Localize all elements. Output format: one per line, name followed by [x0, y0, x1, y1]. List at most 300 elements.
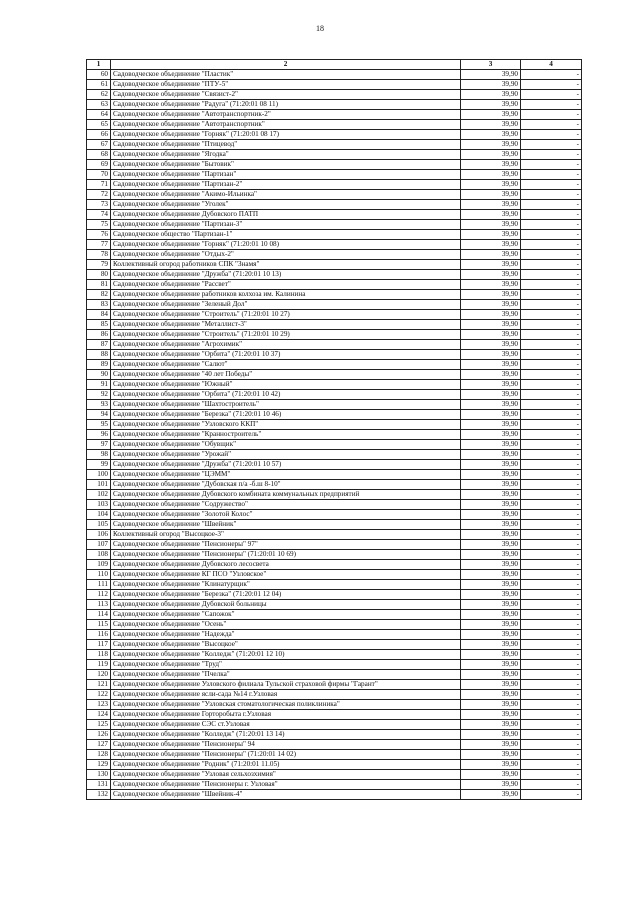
- row-number: 99: [87, 460, 111, 470]
- row-value: 39,90: [461, 420, 521, 430]
- row-name: Садоводческое объединение Дубовского ПАТП: [111, 210, 461, 220]
- row-dash: -: [521, 570, 582, 580]
- table-row: [87, 540, 582, 550]
- table-row: [87, 390, 582, 400]
- row-name: Садоводческое объединение "Узловского ККП": [111, 420, 461, 430]
- table-row: [87, 340, 582, 350]
- row-value: 39,90: [461, 600, 521, 610]
- table-row: [87, 620, 582, 630]
- row-dash: -: [521, 650, 582, 660]
- row-dash: -: [521, 340, 582, 350]
- row-dash: -: [521, 190, 582, 200]
- row-number: 66: [87, 130, 111, 140]
- row-dash: -: [521, 210, 582, 220]
- row-name: Садоводческое объединение "Надежда": [111, 630, 461, 640]
- table-row: [87, 440, 582, 450]
- row-dash: -: [521, 510, 582, 520]
- row-name: Садоводческое объединение "Партизан-3": [111, 220, 461, 230]
- row-name: Садоводческое объединение "Горняк" (71:20:01 10 08): [111, 240, 461, 250]
- row-dash: -: [521, 500, 582, 510]
- row-dash: -: [521, 390, 582, 400]
- row-value: 39,90: [461, 320, 521, 330]
- row-name: Садоводческое объединение "Осень": [111, 620, 461, 630]
- row-value: 39,90: [461, 510, 521, 520]
- table-row: [87, 120, 582, 130]
- row-number: 82: [87, 290, 111, 300]
- row-name: Садоводческое объединение "Автотранспортник-2": [111, 110, 461, 120]
- row-dash: -: [521, 470, 582, 480]
- row-value: 39,90: [461, 780, 521, 790]
- row-number: 64: [87, 110, 111, 120]
- row-value: 39,90: [461, 440, 521, 450]
- row-name: Садоводческое объединение "Строитель" (71:20:01 10 29): [111, 330, 461, 340]
- row-name: Садоводческое объединение "Птицевод": [111, 140, 461, 150]
- table-row: [87, 400, 582, 410]
- row-number: 87: [87, 340, 111, 350]
- row-number: 112: [87, 590, 111, 600]
- row-value: 39,90: [461, 130, 521, 140]
- row-name: Садоводческое объединение "Салют": [111, 360, 461, 370]
- row-number: 90: [87, 370, 111, 380]
- row-name: Садоводческое объединение "Связист-2": [111, 90, 461, 100]
- row-value: 39,90: [461, 490, 521, 500]
- row-number: 115: [87, 620, 111, 630]
- row-name: Садоводческое объединение "Партизан-2": [111, 180, 461, 190]
- row-name: Садоводческое объединение "Узловская стоматологическая поликлиника": [111, 700, 461, 710]
- table-row: [87, 170, 582, 180]
- row-value: 39,90: [461, 650, 521, 660]
- row-number: 107: [87, 540, 111, 550]
- row-value: 39,90: [461, 520, 521, 530]
- row-number: 106: [87, 530, 111, 540]
- row-name: Садоводческое объединение "Клинатурщик": [111, 580, 461, 590]
- row-name: Садоводческое объединение "Отдых-2": [111, 250, 461, 260]
- row-dash: -: [521, 300, 582, 310]
- table-row: [87, 730, 582, 740]
- row-name: Садоводческое объединение "Обувщик": [111, 440, 461, 450]
- row-value: 39,90: [461, 710, 521, 720]
- row-dash: -: [521, 640, 582, 650]
- row-name: Садоводческое объединение "Агрохимик": [111, 340, 461, 350]
- row-dash: -: [521, 450, 582, 460]
- row-name: Садоводческое объединение "40 лет Победы": [111, 370, 461, 380]
- row-dash: -: [521, 310, 582, 320]
- row-dash: -: [521, 350, 582, 360]
- row-dash: -: [521, 220, 582, 230]
- table-row: [87, 230, 582, 240]
- row-value: 39,90: [461, 610, 521, 620]
- row-name: Садоводческое объединение "Сапожок": [111, 610, 461, 620]
- row-dash: -: [521, 370, 582, 380]
- row-dash: -: [521, 540, 582, 550]
- row-dash: -: [521, 700, 582, 710]
- table-row: [87, 600, 582, 610]
- row-number: 73: [87, 200, 111, 210]
- row-name: Садоводческое объединение ясли-сада №14 г.Узловая: [111, 690, 461, 700]
- row-number: 118: [87, 650, 111, 660]
- row-name: Садоводческое объединение работников колхоза им. Калинина: [111, 290, 461, 300]
- row-number: 97: [87, 440, 111, 450]
- table-row: [87, 380, 582, 390]
- row-dash: -: [521, 730, 582, 740]
- row-name: Садоводческое объединение "Южный": [111, 380, 461, 390]
- row-name: Садоводческое объединение "Пенсионеры" 97": [111, 540, 461, 550]
- row-dash: -: [521, 170, 582, 180]
- table-row: [87, 320, 582, 330]
- row-name: Садоводческое объединение "Труд": [111, 660, 461, 670]
- column-header: 1: [87, 60, 111, 70]
- row-dash: -: [521, 240, 582, 250]
- document-table: [86, 59, 582, 800]
- row-number: 117: [87, 640, 111, 650]
- row-name: Садоводческое объединение "Урожай": [111, 450, 461, 460]
- row-number: 109: [87, 560, 111, 570]
- row-value: 39,90: [461, 560, 521, 570]
- row-number: 131: [87, 780, 111, 790]
- row-dash: -: [521, 550, 582, 560]
- row-name: Садоводческое объединение Дубовской больницы: [111, 600, 461, 610]
- row-number: 62: [87, 90, 111, 100]
- row-dash: -: [521, 690, 582, 700]
- row-number: 84: [87, 310, 111, 320]
- table-row: [87, 760, 582, 770]
- table-row: [87, 140, 582, 150]
- row-number: 94: [87, 410, 111, 420]
- table-row: [87, 420, 582, 430]
- table-row: [87, 780, 582, 790]
- row-value: 39,90: [461, 340, 521, 350]
- table-row: [87, 250, 582, 260]
- row-dash: -: [521, 620, 582, 630]
- row-number: 116: [87, 630, 111, 640]
- row-value: 39,90: [461, 260, 521, 270]
- column-header: 3: [461, 60, 521, 70]
- row-value: 39,90: [461, 450, 521, 460]
- row-number: 77: [87, 240, 111, 250]
- row-number: 92: [87, 390, 111, 400]
- table-row: [87, 710, 582, 720]
- row-value: 39,90: [461, 590, 521, 600]
- row-number: 93: [87, 400, 111, 410]
- row-value: 39,90: [461, 180, 521, 190]
- row-name: Садоводческое объединение "Высоцкое": [111, 640, 461, 650]
- table-row: [87, 430, 582, 440]
- row-dash: -: [521, 630, 582, 640]
- row-dash: -: [521, 150, 582, 160]
- row-dash: -: [521, 610, 582, 620]
- row-dash: -: [521, 230, 582, 240]
- row-number: 124: [87, 710, 111, 720]
- row-dash: -: [521, 790, 582, 800]
- row-value: 39,90: [461, 530, 521, 540]
- table-row: [87, 450, 582, 460]
- column-header: 4: [521, 60, 582, 70]
- row-value: 39,90: [461, 430, 521, 440]
- row-number: 83: [87, 300, 111, 310]
- row-value: 39,90: [461, 740, 521, 750]
- row-name: Садоводческое объединение Узловского филиала Тульской страховой фирмы "Гарант": [111, 680, 461, 690]
- table-row: [87, 480, 582, 490]
- row-number: 76: [87, 230, 111, 240]
- row-value: 39,90: [461, 640, 521, 650]
- row-dash: -: [521, 530, 582, 540]
- row-name: Садоводческое объединение "ПТУ-5": [111, 80, 461, 90]
- row-value: 39,90: [461, 580, 521, 590]
- row-value: 39,90: [461, 90, 521, 100]
- row-number: 81: [87, 280, 111, 290]
- row-name: Садоводческое объединение "Радуга" (71:20:01 08 11): [111, 100, 461, 110]
- row-name: Садоводческое объединение Дубовского комбината коммунальных предприятий: [111, 490, 461, 500]
- row-name: Садоводческое объединение "Автотранспортник": [111, 120, 461, 130]
- row-number: 69: [87, 160, 111, 170]
- table-row: [87, 550, 582, 560]
- row-dash: -: [521, 580, 582, 590]
- row-name: Садоводческое объединение "Родник" (71:20:01 11.05): [111, 760, 461, 770]
- table-row: [87, 510, 582, 520]
- row-number: 63: [87, 100, 111, 110]
- row-dash: -: [521, 560, 582, 570]
- row-number: 113: [87, 600, 111, 610]
- row-dash: -: [521, 430, 582, 440]
- row-dash: -: [521, 140, 582, 150]
- row-name: Садоводческое объединение "Зеленый Дол": [111, 300, 461, 310]
- table-row: [87, 180, 582, 190]
- table-row: [87, 310, 582, 320]
- table-row: [87, 350, 582, 360]
- row-value: 39,90: [461, 700, 521, 710]
- table-row: [87, 260, 582, 270]
- row-value: 39,90: [461, 690, 521, 700]
- table-row: [87, 160, 582, 170]
- row-dash: -: [521, 420, 582, 430]
- row-dash: -: [521, 410, 582, 420]
- row-dash: -: [521, 490, 582, 500]
- row-dash: -: [521, 590, 582, 600]
- row-name: Садоводческое объединение "Рассвет": [111, 280, 461, 290]
- row-name: Садоводческое объединение "Колледж" (71:20:01 12 10): [111, 650, 461, 660]
- row-value: 39,90: [461, 190, 521, 200]
- row-name: Садоводческое объединение "Металлист-3": [111, 320, 461, 330]
- row-name: Садоводческое объединение КГ ПСО "Узловское": [111, 570, 461, 580]
- row-value: 39,90: [461, 720, 521, 730]
- table-row: [87, 490, 582, 500]
- row-number: 128: [87, 750, 111, 760]
- row-name: Садоводческое объединение "Кранностроитель": [111, 430, 461, 440]
- row-name: Садоводческое объединение "Березка" (71:20:01 10 46): [111, 410, 461, 420]
- row-number: 71: [87, 180, 111, 190]
- row-dash: -: [521, 100, 582, 110]
- column-header: 2: [111, 60, 461, 70]
- row-value: 39,90: [461, 350, 521, 360]
- row-dash: -: [521, 130, 582, 140]
- row-dash: -: [521, 270, 582, 280]
- row-number: 119: [87, 660, 111, 670]
- row-dash: -: [521, 770, 582, 780]
- row-dash: -: [521, 600, 582, 610]
- row-value: 39,90: [461, 70, 521, 80]
- row-value: 39,90: [461, 770, 521, 780]
- row-name: Садоводческое объединение "Бытовик": [111, 160, 461, 170]
- table-row: [87, 610, 582, 620]
- table-row: [87, 330, 582, 340]
- row-number: 79: [87, 260, 111, 270]
- table-row: [87, 370, 582, 380]
- row-value: 39,90: [461, 330, 521, 340]
- row-value: 39,90: [461, 380, 521, 390]
- row-value: 39,90: [461, 240, 521, 250]
- row-name: Садоводческое объединение "Дружба" (71:20:01 10 13): [111, 270, 461, 280]
- table-row: [87, 630, 582, 640]
- row-name: Садоводческое объединение "Пенсионеры" 94: [111, 740, 461, 750]
- row-value: 39,90: [461, 540, 521, 550]
- row-name: Садоводческое объединение "Уголек": [111, 200, 461, 210]
- table-row: [87, 590, 582, 600]
- row-name: Садоводческое объединение "Содружество": [111, 500, 461, 510]
- table-row: [87, 650, 582, 660]
- row-number: 91: [87, 380, 111, 390]
- row-name: Садоводческое объединение "Узловая сельхозхимия": [111, 770, 461, 780]
- row-dash: -: [521, 400, 582, 410]
- row-name: Садоводческое объединение "Пенсионеры" (71:20:01 10 69): [111, 550, 461, 560]
- row-dash: -: [521, 290, 582, 300]
- row-number: 101: [87, 480, 111, 490]
- row-value: 39,90: [461, 80, 521, 90]
- row-number: 88: [87, 350, 111, 360]
- row-name: Коллективный огород "Высоцкое-3": [111, 530, 461, 540]
- table-row: [87, 200, 582, 210]
- row-dash: -: [521, 180, 582, 190]
- table-row: [87, 660, 582, 670]
- table-row: [87, 240, 582, 250]
- table-row: [87, 670, 582, 680]
- row-dash: -: [521, 320, 582, 330]
- row-value: 39,90: [461, 750, 521, 760]
- row-dash: -: [521, 520, 582, 530]
- row-value: 39,90: [461, 120, 521, 130]
- row-name: Садоводческое объединение СЭС ст.Узловая: [111, 720, 461, 730]
- row-number: 67: [87, 140, 111, 150]
- row-number: 103: [87, 500, 111, 510]
- row-value: 39,90: [461, 790, 521, 800]
- row-value: 39,90: [461, 270, 521, 280]
- row-number: 72: [87, 190, 111, 200]
- row-name: Садоводческое объединение "Акимо-Ильинка": [111, 190, 461, 200]
- row-number: 86: [87, 330, 111, 340]
- row-number: 105: [87, 520, 111, 530]
- table-row: [87, 700, 582, 710]
- row-dash: -: [521, 670, 582, 680]
- row-value: 39,90: [461, 250, 521, 260]
- row-value: 39,90: [461, 660, 521, 670]
- row-value: 39,90: [461, 760, 521, 770]
- row-value: 39,90: [461, 160, 521, 170]
- row-value: 39,90: [461, 170, 521, 180]
- table-row: [87, 520, 582, 530]
- row-value: 39,90: [461, 570, 521, 580]
- row-number: 114: [87, 610, 111, 620]
- table-row: [87, 470, 582, 480]
- table-row: [87, 300, 582, 310]
- row-name: Коллективный огород работников СПК "Знамя": [111, 260, 461, 270]
- table-row: [87, 570, 582, 580]
- row-number: 68: [87, 150, 111, 160]
- row-name: Садоводческое объединение "Орбита" (71:20:01 10 42): [111, 390, 461, 400]
- row-value: 39,90: [461, 480, 521, 490]
- row-number: 130: [87, 770, 111, 780]
- table-row: [87, 80, 582, 90]
- row-value: 39,90: [461, 300, 521, 310]
- row-value: 39,90: [461, 410, 521, 420]
- row-value: 39,90: [461, 390, 521, 400]
- row-name: Садоводческое объединение "Партизан": [111, 170, 461, 180]
- row-dash: -: [521, 750, 582, 760]
- row-number: 125: [87, 720, 111, 730]
- row-name: Садоводческое объединение "Дружба" (71:20:01 10 57): [111, 460, 461, 470]
- table-row: [87, 90, 582, 100]
- row-number: 95: [87, 420, 111, 430]
- row-dash: -: [521, 710, 582, 720]
- row-value: 39,90: [461, 470, 521, 480]
- row-number: 74: [87, 210, 111, 220]
- row-number: 61: [87, 80, 111, 90]
- table-row: [87, 190, 582, 200]
- row-number: 132: [87, 790, 111, 800]
- row-value: 39,90: [461, 620, 521, 630]
- row-value: 39,90: [461, 370, 521, 380]
- row-dash: -: [521, 80, 582, 90]
- row-number: 120: [87, 670, 111, 680]
- row-name: Садоводческое объединение "Березка" (71:20:01 12 04): [111, 590, 461, 600]
- table-row: [87, 100, 582, 110]
- row-dash: -: [521, 460, 582, 470]
- row-value: 39,90: [461, 730, 521, 740]
- row-dash: -: [521, 120, 582, 130]
- row-value: 39,90: [461, 680, 521, 690]
- table-row: [87, 360, 582, 370]
- table-row: [87, 790, 582, 800]
- row-value: 39,90: [461, 150, 521, 160]
- row-name: Садоводческое общество "Партизан-1": [111, 230, 461, 240]
- table-row: [87, 130, 582, 140]
- row-name: Садоводческое объединение Горторобыта г.Узловая: [111, 710, 461, 720]
- row-value: 39,90: [461, 290, 521, 300]
- row-dash: -: [521, 200, 582, 210]
- row-name: Садоводческое объединение "Строитель" (71:20:01 10 27): [111, 310, 461, 320]
- row-value: 39,90: [461, 360, 521, 370]
- row-name: Садоводческое объединение "Швейник-4": [111, 790, 461, 800]
- row-name: Садоводческое объединение "ЦЭММ": [111, 470, 461, 480]
- row-value: 39,90: [461, 140, 521, 150]
- row-value: 39,90: [461, 500, 521, 510]
- row-dash: -: [521, 480, 582, 490]
- table-row: [87, 70, 582, 80]
- table-row: [87, 740, 582, 750]
- row-dash: -: [521, 360, 582, 370]
- row-name: Садоводческое объединение "Колледж" (71:20:01 13 14): [111, 730, 461, 740]
- table-row: [87, 410, 582, 420]
- row-name: Садоводческое объединение "Швейник": [111, 520, 461, 530]
- row-dash: -: [521, 780, 582, 790]
- row-name: Садоводческое объединение "Пластик": [111, 70, 461, 80]
- row-number: 96: [87, 430, 111, 440]
- table-row: [87, 150, 582, 160]
- row-number: 75: [87, 220, 111, 230]
- row-value: 39,90: [461, 460, 521, 470]
- row-name: Садоводческое объединение "Пчелка": [111, 670, 461, 680]
- table-row: [87, 500, 582, 510]
- row-number: 122: [87, 690, 111, 700]
- table-row: [87, 280, 582, 290]
